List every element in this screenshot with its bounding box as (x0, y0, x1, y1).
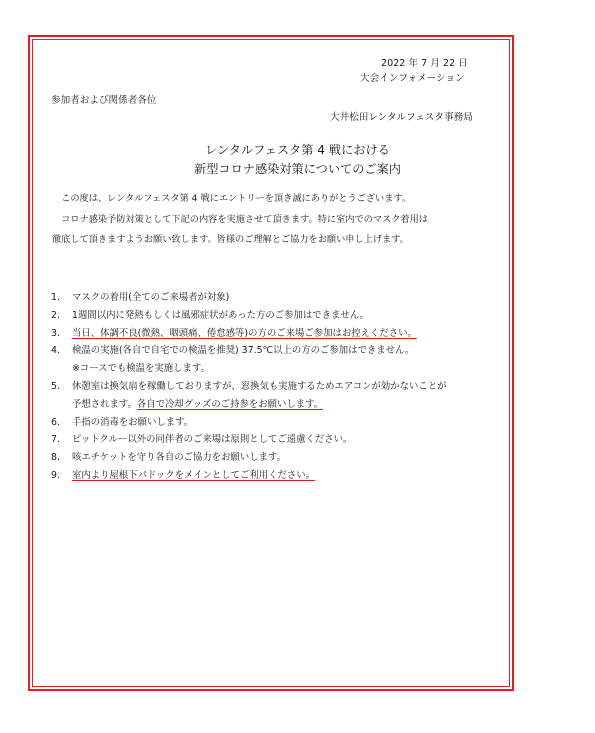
list-text: 咳エチケットを守り各自のご協力をお願いします。 (72, 452, 287, 464)
intro-line-3: 徹底して頂きますようお願い致します。皆様のご理解とご協力をお願い申し上げます。 (52, 234, 409, 245)
list-item (51, 342, 447, 360)
list-number: 6. (51, 416, 60, 428)
list-item (51, 325, 447, 343)
list-number: 2. (51, 309, 60, 321)
list-number: 5. (51, 380, 60, 392)
list-text: 検温の実施(各自で自宅での検温を推奨) 37.5℃以上の方のご参加はできません。 (72, 345, 415, 357)
list-item (51, 431, 447, 449)
list-item (51, 414, 447, 432)
list-text: 休憩室は換気扇を稼働しておりますが、窓換気も実施するためエアコンが効かないことが (72, 380, 447, 392)
list-number: 8. (51, 452, 60, 464)
list-item (51, 289, 447, 307)
list-text: 手指の消毒をお願いします。 (72, 416, 194, 428)
sender-line: 大井松田レンタルフェスタ事務局 (330, 112, 473, 123)
list-number: 1. (51, 292, 60, 303)
list-text: マスクの着用(全てのご来場者が対象) (72, 292, 230, 303)
list-text-underlined: 各自で冷却グッズのご持参をお願いします。 (136, 398, 324, 410)
list-number: 7. (51, 434, 60, 446)
list-item (51, 467, 447, 485)
list-text: 予想されます。 (72, 398, 137, 410)
document-title-line1: レンタルフェスタ第 4 戦における (205, 143, 390, 157)
list-item (51, 307, 447, 325)
intro-line-1: この度は、レンタルフェスタ第 4 戦にエントリーを頂き誠にありがとうございます。 (52, 193, 412, 204)
list-text-underlined: 室内より屋根下パドックをメインとしてご利用ください。 (72, 469, 316, 481)
list-text: 1週間以内に発熱もしくは風邪症状があった方のご参加はできません。 (72, 309, 370, 321)
measures-list (51, 289, 447, 485)
list-text: ピットクルー以外の同伴者のご来場は原則としてご遠慮ください。 (72, 434, 353, 446)
list-number: 3. (51, 327, 60, 339)
document-date: 2022 年 7 月 22 日 (381, 58, 468, 69)
list-text: ※コースでも検温を実施します。 (72, 363, 210, 375)
list-item-continuation (51, 360, 447, 378)
list-item (51, 378, 447, 396)
intro-line-2: コロナ感染予防対策として下記の内容を実施させて頂きます。特に室内でのマスク着用は (52, 214, 428, 225)
list-item (51, 449, 447, 467)
recipient-line: 参加者および関係者各位 (51, 95, 157, 106)
list-number: 4. (51, 345, 60, 357)
list-item-continuation (51, 396, 447, 414)
document-title-line2: 新型コロナ感染対策についてのご案内 (194, 162, 401, 176)
document-subject: 大会インフォメーション (360, 73, 465, 84)
list-number: 9. (51, 469, 60, 481)
list-text-underlined: 当日、体調不良(微熱、咽頭痛、倦怠感等)の方のご来場ご参加はお控えください。 (72, 327, 417, 339)
